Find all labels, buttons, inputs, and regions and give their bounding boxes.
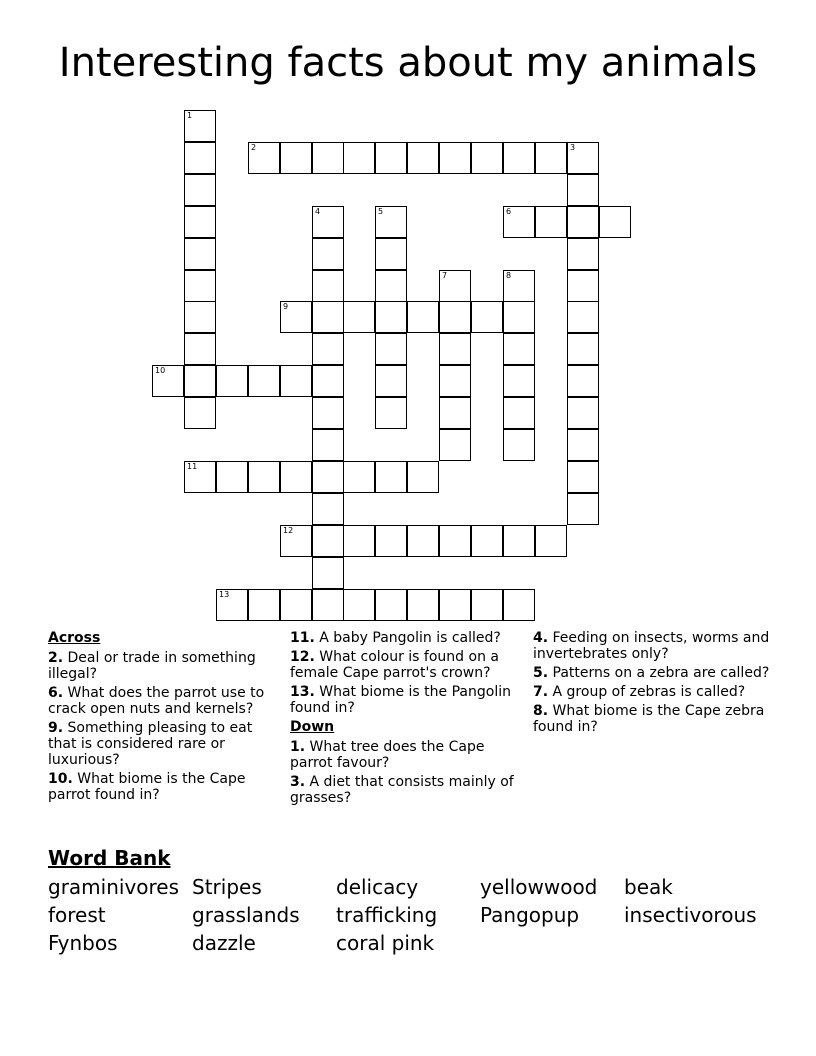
crossword-cell[interactable] [312,365,344,397]
crossword-cell[interactable] [375,142,407,174]
crossword-cell[interactable] [439,270,471,302]
crossword-cell[interactable] [280,142,312,174]
crossword-cell[interactable] [567,238,599,270]
crossword-cell[interactable] [280,589,312,621]
crossword-cell[interactable] [471,589,503,621]
crossword-cell[interactable] [375,525,407,557]
clue-down-8: 8. What biome is the Cape zebra found in? [533,703,765,735]
crossword-cell[interactable] [184,110,216,142]
crossword-cell[interactable] [312,589,344,621]
crossword-cell[interactable] [567,429,599,461]
crossword-cell[interactable] [439,525,471,557]
clues-column-3 [533,630,773,738]
crossword-cell[interactable] [471,301,503,333]
crossword-cell[interactable] [312,461,344,493]
clue-down-7: 7. A group of zebras is called? [533,684,746,700]
crossword-cell[interactable] [375,238,407,270]
crossword-cell[interactable] [471,142,503,174]
crossword-cell[interactable] [184,301,216,333]
crossword-cell[interactable] [216,461,248,493]
clues-column-2 [290,630,518,809]
crossword-cell[interactable] [503,365,535,397]
crossword-cell[interactable] [312,429,344,461]
crossword-cell[interactable] [280,301,312,333]
crossword-cell[interactable] [152,365,184,397]
crossword-cell[interactable] [535,525,567,557]
crossword-cell[interactable] [312,397,344,429]
crossword-cell[interactable] [375,461,407,493]
crossword-cell[interactable] [407,301,439,333]
crossword-cell[interactable] [503,142,535,174]
clue-across-13: 13. What biome is the Pangolin found in? [290,684,511,716]
clue-across-12: 12. What colour is found on a female Cape parrot's crown? [290,649,499,681]
crossword-cell[interactable] [184,365,216,397]
clue-number: 10 [155,366,166,375]
crossword-cell[interactable] [184,333,216,365]
crossword-cell[interactable] [343,589,375,621]
word-bank-item: graminivores [48,875,180,899]
crossword-cell[interactable] [567,397,599,429]
crossword-cell[interactable] [599,206,631,238]
clue-down-5: 5. Patterns on a zebra are called? [533,665,770,681]
clue-number: 2 [251,143,257,152]
page-title: Interesting facts about my animals [58,40,758,86]
clue-across-9: 9. Something pleasing to eat that is considered rare or luxurious? [48,720,253,768]
crossword-cell[interactable] [248,142,280,174]
crossword-cell[interactable] [375,365,407,397]
crossword-cell[interactable] [280,461,312,493]
clue-number: 13 [219,590,230,599]
crossword-cell[interactable] [312,525,344,557]
crossword-cell[interactable] [280,525,312,557]
crossword-cell[interactable] [184,397,216,429]
crossword-cell[interactable] [503,397,535,429]
crossword-cell[interactable] [184,238,216,270]
crossword-cell[interactable] [248,589,280,621]
crossword-cell[interactable] [312,557,344,589]
crossword-cell[interactable] [503,206,535,238]
crossword-cell[interactable] [343,525,375,557]
clue-number: 4 [315,207,321,216]
crossword-cell[interactable] [312,301,344,333]
word-bank-item: yellowwood [480,875,598,899]
crossword-cell[interactable] [567,301,599,333]
clue-number: 9 [283,302,289,311]
crossword-cell[interactable] [407,461,439,493]
word-bank-item: grasslands [192,903,300,927]
clue-down-4: 4. Feeding on insects, worms and invertebrates only? [533,630,770,662]
word-bank-item: trafficking [336,903,438,927]
word-bank-item: dazzle [192,931,256,955]
crossword-cell[interactable] [567,493,599,525]
clue-number: 6 [506,207,512,216]
crossword-cell[interactable] [375,301,407,333]
clue-number: 5 [378,207,384,216]
crossword-cell[interactable] [248,461,280,493]
crossword-cell[interactable] [407,525,439,557]
crossword-cell[interactable] [503,429,535,461]
word-bank-title: Word Bank [48,846,171,870]
crossword-cell[interactable] [312,270,344,302]
clue-number: 3 [570,143,576,152]
crossword-cell[interactable] [567,461,599,493]
crossword-cell[interactable] [567,142,599,174]
crossword-cell[interactable] [439,142,471,174]
crossword-cell[interactable] [216,365,248,397]
clue-across-10: 10. What biome is the Cape parrot found in? [48,771,246,803]
clue-number: 7 [442,271,448,280]
word-bank-item: insectivorous [624,903,757,927]
crossword-cell[interactable] [567,333,599,365]
crossword-cell[interactable] [567,365,599,397]
crossword-cell[interactable] [439,365,471,397]
crossword-cell[interactable] [407,589,439,621]
crossword-cell[interactable] [343,461,375,493]
crossword-cell[interactable] [375,333,407,365]
down-heading: Down [290,719,335,735]
crossword-cell[interactable] [439,429,471,461]
word-bank-item: beak [624,875,673,899]
crossword-cell[interactable] [535,142,567,174]
clue-number: 11 [187,462,198,471]
clue-number: 1 [187,111,193,120]
word-bank-item: coral pink [336,931,435,955]
crossword-cell[interactable] [184,142,216,174]
crossword-cell[interactable] [407,142,439,174]
crossword-cell[interactable] [343,142,375,174]
clue-across-6: 6. What does the parrot use to crack open nuts and kernels? [48,685,265,717]
crossword-cell[interactable] [503,270,535,302]
crossword-cell[interactable] [312,142,344,174]
crossword-cell[interactable] [439,397,471,429]
word-bank-item: forest [48,903,106,927]
crossword-cell[interactable] [184,206,216,238]
crossword-cell[interactable] [567,174,599,206]
crossword-cell[interactable] [375,589,407,621]
crossword-cell[interactable] [503,525,535,557]
crossword-cell[interactable] [184,461,216,493]
crossword-cell[interactable] [503,589,535,621]
word-bank-item: Fynbos [48,931,118,955]
clue-number: 12 [283,526,294,535]
crossword-cell[interactable] [567,206,599,238]
word-bank-item: Stripes [192,875,262,899]
crossword-cell[interactable] [312,238,344,270]
clues-column-1 [48,630,273,806]
crossword-cell[interactable] [184,174,216,206]
crossword-cell[interactable] [184,270,216,302]
crossword-cell[interactable] [343,301,375,333]
crossword-cell[interactable] [375,206,407,238]
crossword-cell[interactable] [375,270,407,302]
crossword-cell[interactable] [471,525,503,557]
crossword-cell[interactable] [439,301,471,333]
crossword-cell[interactable] [248,365,280,397]
crossword-cell[interactable] [280,365,312,397]
word-bank-item: delicacy [336,875,419,899]
clue-across-11: 11. A baby Pangolin is called? [290,630,501,646]
crossword-cell[interactable] [567,270,599,302]
crossword-cell[interactable] [439,589,471,621]
clue-down-1: 1. What tree does the Cape parrot favour? [290,739,485,771]
crossword-cell[interactable] [312,206,344,238]
crossword-cell[interactable] [312,333,344,365]
crossword-cell[interactable] [439,333,471,365]
crossword-cell[interactable] [375,397,407,429]
crossword-cell[interactable] [535,206,567,238]
crossword-cell[interactable] [312,493,344,525]
clue-down-3: 3. A diet that consists mainly of grasses? [290,774,514,806]
word-bank-item: Pangopup [480,903,580,927]
crossword-cell[interactable] [503,333,535,365]
clue-number: 8 [506,271,512,280]
across-heading: Across [48,630,101,646]
clue-across-2: 2. Deal or trade in something illegal? [48,650,256,682]
crossword-cell[interactable] [216,589,248,621]
crossword-cell[interactable] [503,301,535,333]
